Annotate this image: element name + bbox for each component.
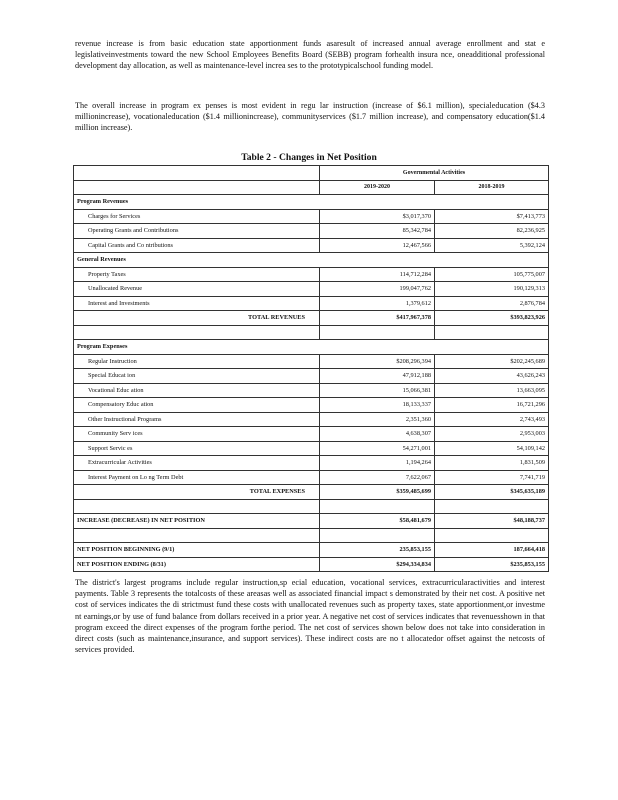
total-expenses-label: TOTAL EXPENSES: [74, 485, 320, 500]
section-heading-row: [74, 340, 549, 355]
header-year-2019: 2018-2019: [435, 180, 549, 195]
row-label: Unallocated Revenue: [74, 282, 320, 297]
value-2020: $208,296,394: [320, 354, 435, 369]
value-2019: $7,413,773: [435, 209, 549, 224]
table-header-years-row: [74, 180, 549, 195]
value-2020: 1,379,612: [320, 296, 435, 311]
table-row: [74, 441, 549, 456]
value-2020: 47,912,188: [320, 369, 435, 384]
net-change-label: INCREASE (DECREASE) IN NET POSITION: [74, 514, 320, 529]
value-2020: 85,342,784: [320, 224, 435, 239]
total-expenses-row: [74, 485, 549, 500]
value-2020: 114,712,284: [320, 267, 435, 282]
value-2020: 2,351,360: [320, 412, 435, 427]
total-revenues-2020: $417,967,378: [320, 311, 435, 326]
row-label: Regular Instruction: [74, 354, 320, 369]
closing-paragraph: The district's largest programs include regular instruction,sp ecial education, vocational services, extracurricularactivities and interest payments. Table 3 represents the totalcosts of these areasas well as associated financial impact s demonstrated by their net cost. A positive net cost of services indicates the di strictmust fund these costs with unallocated revenues such as property taxes, state apportionment,or investme nt earnings,or by use of fund balance from dollars received in a prior year. A negative net cost of services indicates that revenuesshown in that program exceed the direct expenses of the program forthe period. The net cost of services shown below does not take into consideration in direct costs (such as maintenance,insurance, and support services). These indirect costs are no t allocatedor offset against the netcosts of services provided.: [75, 578, 545, 655]
table-caption: Table 2 - Changes in Net Position: [241, 152, 377, 163]
value-2020: 15,066,381: [320, 383, 435, 398]
table-row: [74, 412, 549, 427]
section-heading-row: [74, 253, 549, 268]
table-row: [74, 209, 549, 224]
intro-paragraph-2: The overall increase in program ex penses is most evident in regu lar instruction (increase of $6.1 million), specialeducation ($4.3 millionincrease), vocationaleducation ($1.4 millionincrease), communityservices ($1.7 million increase), and compensatory education($1.4 million increase).: [75, 101, 545, 133]
total-expenses-2019: $345,635,189: [435, 485, 549, 500]
value-2019: 190,129,313: [435, 282, 549, 297]
section-heading-row: [74, 195, 549, 210]
value-2020: 1,194,264: [320, 456, 435, 471]
value-2019: $202,245,689: [435, 354, 549, 369]
row-label: Vocational Educ ation: [74, 383, 320, 398]
row-label: Compensatory Educ ation: [74, 398, 320, 413]
value-2019: 2,953,003: [435, 427, 549, 442]
table-header-group-row: [74, 166, 549, 181]
table-row: [74, 456, 549, 471]
value-2019: 16,721,296: [435, 398, 549, 413]
net-change-row: [74, 514, 549, 529]
net-beginning-row: [74, 543, 549, 558]
row-label: Interest and Investments: [74, 296, 320, 311]
spacer-row: [74, 528, 549, 543]
total-revenues-2019: $393,823,926: [435, 311, 549, 326]
value-2020: 54,271,001: [320, 441, 435, 456]
table-row: [74, 238, 549, 253]
table-row: [74, 296, 549, 311]
total-expenses-2020: $359,485,699: [320, 485, 435, 500]
table-row: [74, 383, 549, 398]
total-revenues-label: TOTAL REVENUES: [74, 311, 320, 326]
header-year-2020: 2019-2020: [320, 180, 435, 195]
header-governmental-activities: Governmental Activities: [320, 166, 549, 181]
value-2019: 7,741,719: [435, 470, 549, 485]
net-change-2019: $48,188,737: [435, 514, 549, 529]
value-2019: 5,392,124: [435, 238, 549, 253]
table-row: [74, 282, 549, 297]
value-2019: 13,663,095: [435, 383, 549, 398]
row-label: Support Servic es: [74, 441, 320, 456]
table-row: [74, 470, 549, 485]
row-label: Capital Grants and Co ntributions: [74, 238, 320, 253]
table-row: [74, 427, 549, 442]
value-2020: 4,638,307: [320, 427, 435, 442]
net-ending-label: NET POSITION ENDING (8/31): [74, 557, 320, 572]
value-2020: 199,047,762: [320, 282, 435, 297]
value-2019: 54,109,142: [435, 441, 549, 456]
value-2019: 1,831,509: [435, 456, 549, 471]
row-label: Property Taxes: [74, 267, 320, 282]
net-beginning-label: NET POSITION BEGINNING (9/1): [74, 543, 320, 558]
section-heading: General Revenues: [74, 253, 549, 268]
table-row: [74, 224, 549, 239]
row-label: Other Instructional Programs: [74, 412, 320, 427]
value-2019: 43,626,243: [435, 369, 549, 384]
net-ending-row: [74, 557, 549, 572]
value-2019: 105,775,007: [435, 267, 549, 282]
value-2019: 2,743,493: [435, 412, 549, 427]
section-heading: Program Expenses: [74, 340, 549, 355]
net-beginning-2019: 187,664,418: [435, 543, 549, 558]
row-label: Operating Grants and Contributions: [74, 224, 320, 239]
table-row: [74, 369, 549, 384]
table-row: [74, 354, 549, 369]
net-change-2020: $58,481,679: [320, 514, 435, 529]
value-2019: 82,236,925: [435, 224, 549, 239]
value-2020: 12,467,566: [320, 238, 435, 253]
table-row: [74, 267, 549, 282]
row-label: Charges for Services: [74, 209, 320, 224]
row-label: Community Serv ices: [74, 427, 320, 442]
section-heading: Program Revenues: [74, 195, 549, 210]
net-position-table: [73, 165, 549, 572]
value-2020: $3,017,370: [320, 209, 435, 224]
value-2020: 7,622,067: [320, 470, 435, 485]
row-label: Extracurricular Activities: [74, 456, 320, 471]
row-label: Interest Payment on Lo ng Term Debt: [74, 470, 320, 485]
intro-paragraph-1: revenue increase is from basic education state apportionment funds asaresult of increased annual average enrollment and stat e legislativeinvestments toward the new School Employees Benefits Board (SEBB) program forhealth insura nce, oneadditional professional development day allocation, as well as maintenance-level increa ses to the prototypicalschool funding model.: [75, 39, 545, 71]
value-2020: 18,133,337: [320, 398, 435, 413]
net-ending-2019: $235,853,155: [435, 557, 549, 572]
net-ending-2020: $294,334,834: [320, 557, 435, 572]
net-beginning-2020: 235,853,155: [320, 543, 435, 558]
row-label: Special Educat ion: [74, 369, 320, 384]
spacer-row: [74, 499, 549, 514]
value-2019: 2,876,784: [435, 296, 549, 311]
table-row: [74, 398, 549, 413]
total-revenues-row: [74, 311, 549, 326]
spacer-row: [74, 325, 549, 340]
